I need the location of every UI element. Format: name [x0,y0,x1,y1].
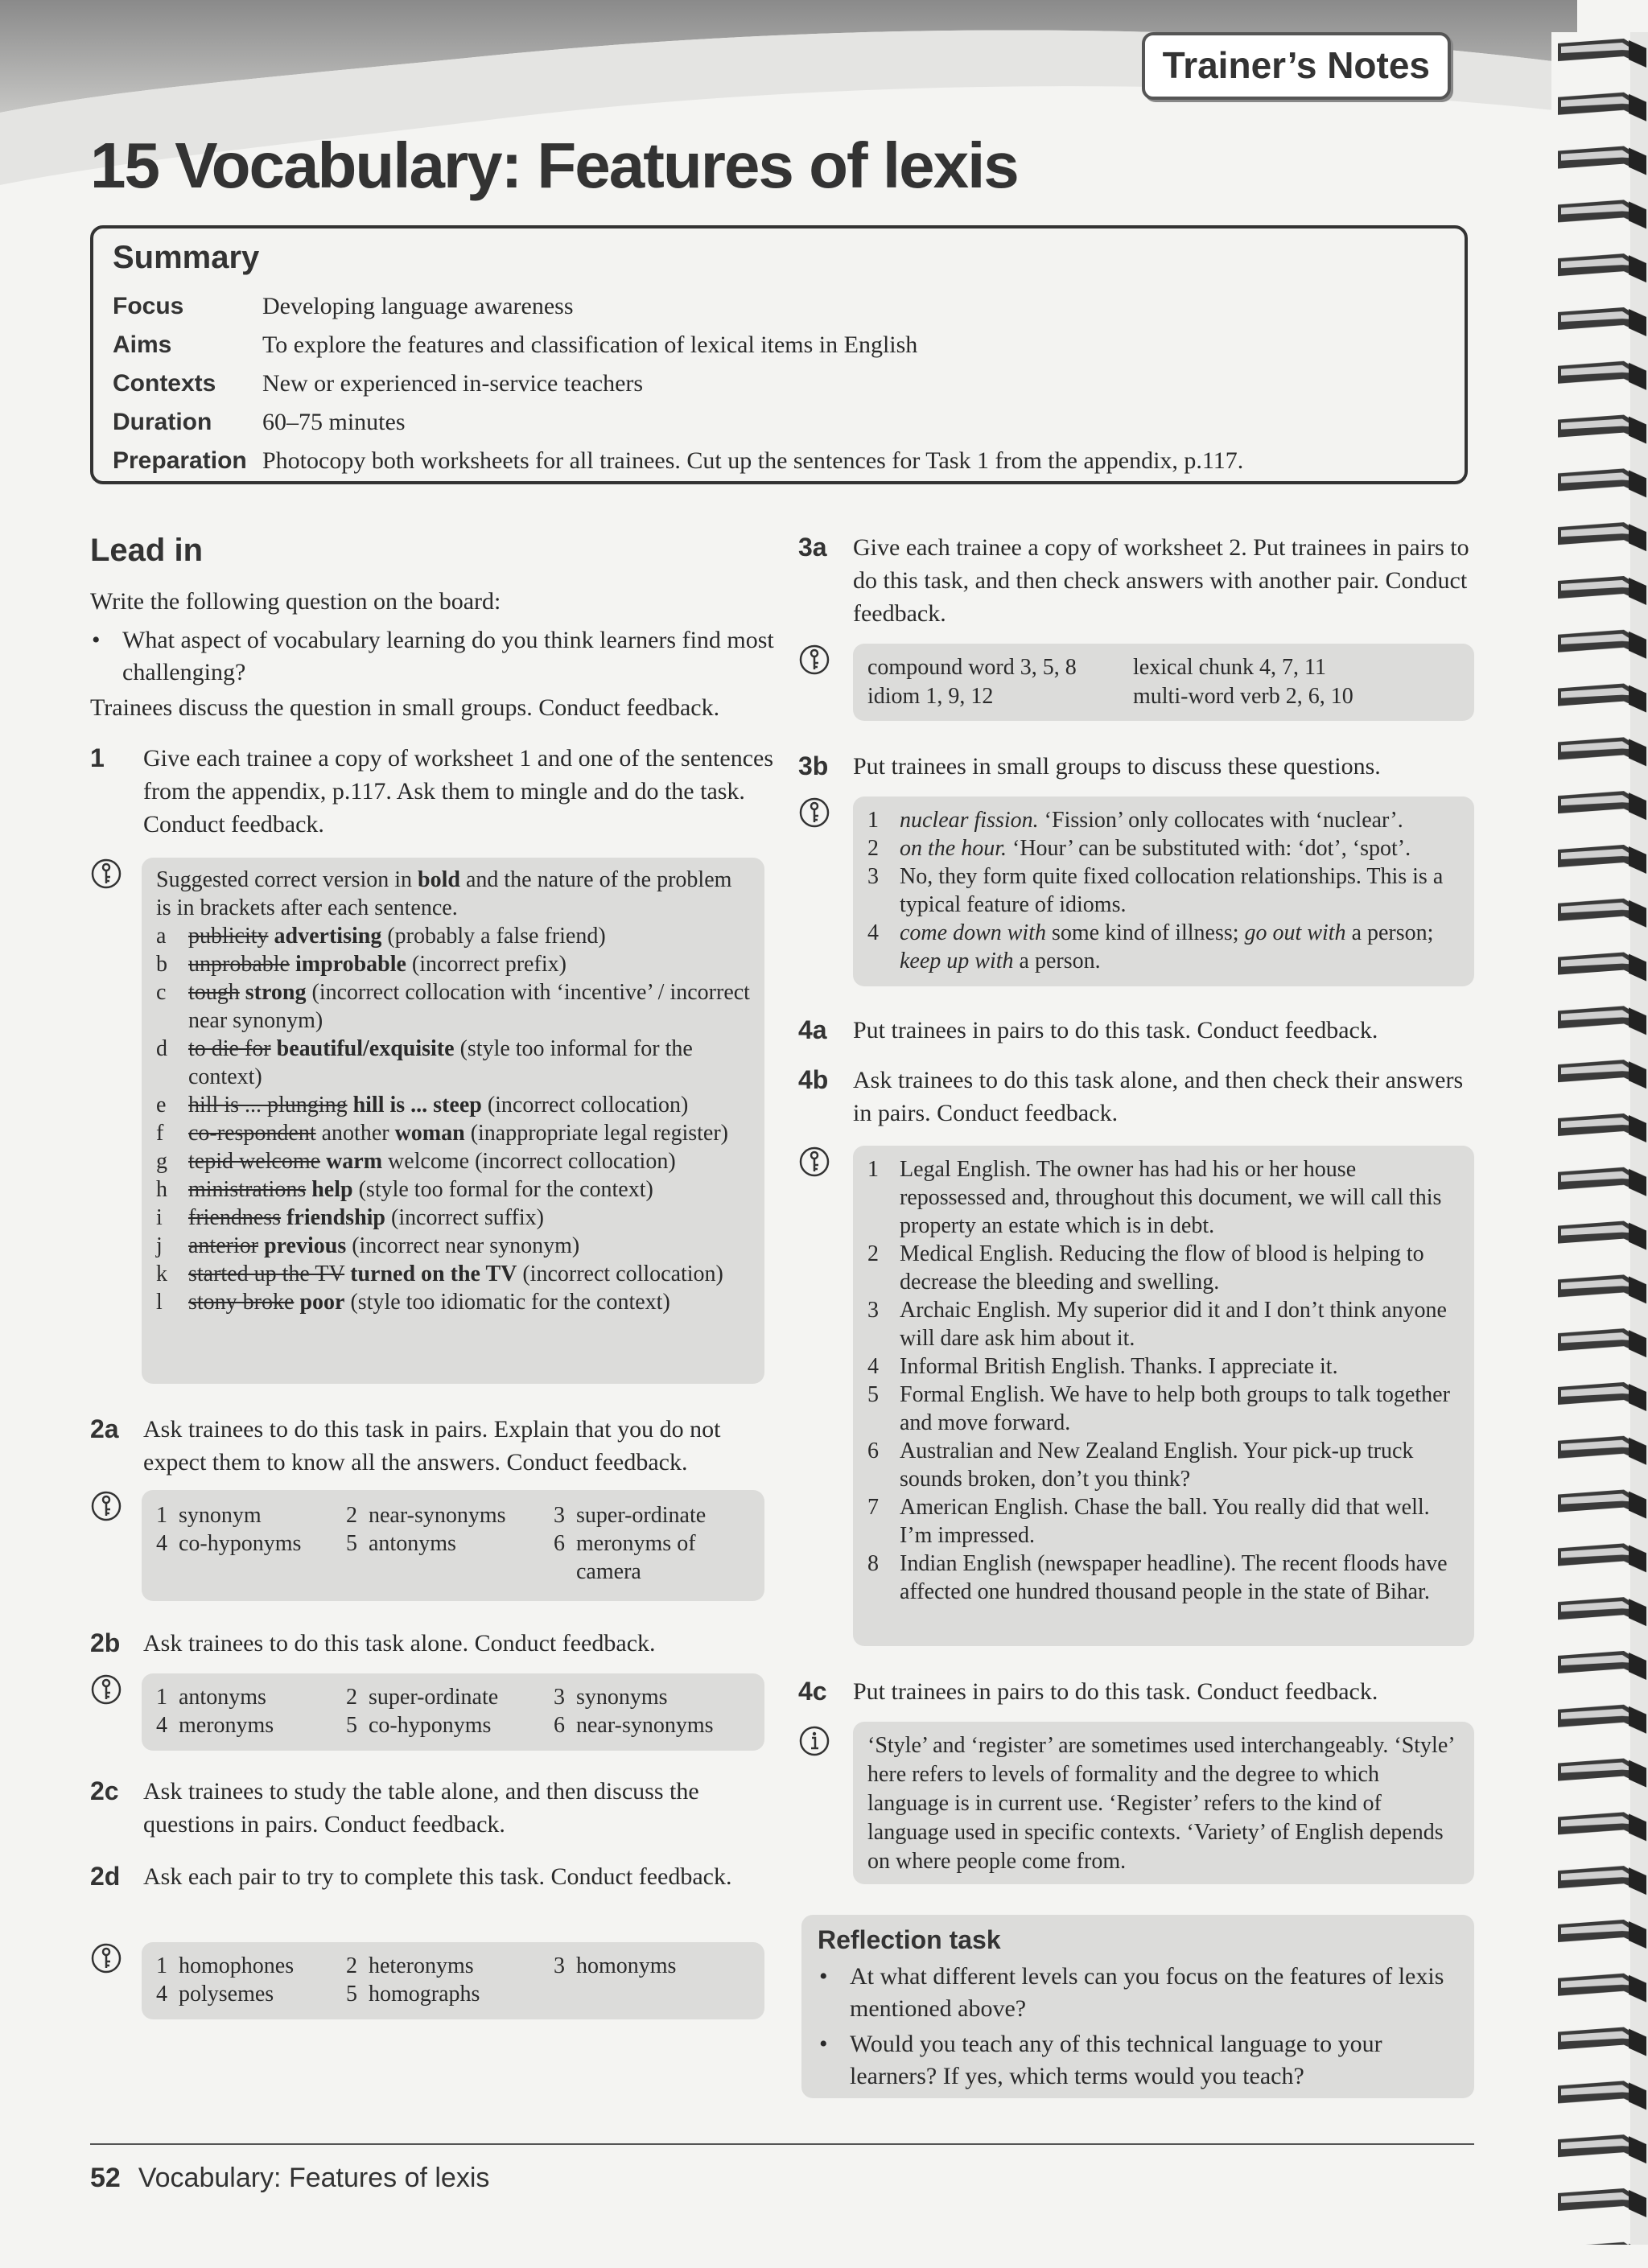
answer-item [346,1952,554,1980]
answer-letter: i [156,1205,163,1230]
answer-item [156,1091,750,1119]
task-2b [90,1627,782,1660]
task-text: Put trainees in pairs to do this task. Conduct feedback. [853,1017,1378,1043]
answer-mid: another [321,1121,389,1146]
answer-item [867,1240,1460,1296]
summary-value: Developing language awareness [262,293,574,319]
answer-item: multi-word verb 2, 6, 10 [1133,684,1353,709]
answer-number: 3 [554,1685,565,1710]
italic-phrase: come down with [900,920,1046,945]
corrected-word: turned on the TV [350,1262,517,1286]
answer-number: 2 [346,1685,357,1710]
answer-key-icon [798,1146,830,1178]
corrected-word: advertising [274,924,382,949]
struck-word: started up the TV [188,1262,345,1286]
answer-text: a person; [1351,920,1434,945]
answer-number: 6 [867,1439,879,1463]
summary-row-duration [113,403,1447,442]
corrected-word: hill is ... steep [352,1093,482,1118]
spiral-binding [1551,32,1648,2245]
answer-text: ‘Hour’ can be substituted with: ‘dot’, ‘spot’. [1012,836,1411,861]
task-number: 1 [90,743,105,772]
task-number: 4b [798,1065,829,1094]
intro-bold: bold [418,867,460,892]
task-2c [90,1775,782,1841]
task-text: Put trainees in small groups to discuss these questions. [853,753,1381,780]
page-footer [90,2163,489,2194]
task-2d [90,1860,782,1893]
answer-letter: c [156,980,167,1005]
summary-label: Preparation [113,447,247,474]
answer-number: 4 [156,1982,167,2007]
answer-mid: welcome [388,1149,470,1174]
answer-text: No, they form quite fixed collocation relationships. This is a typical feature of idioms. [900,864,1444,917]
answer-number: 6 [554,1531,565,1556]
intro-text: Suggested correct version in [156,867,413,892]
task-4c [798,1675,1474,1708]
task-2a [90,1413,782,1479]
answer-letter: e [156,1093,167,1118]
task-text: Ask trainees to do this task alone, and then check their answers in pairs. Conduct feedback. [853,1067,1464,1126]
answer-text: some kind of illness; [1052,920,1239,945]
answer-number: 5 [346,1982,357,2007]
answer-note: (style too informal for the context) [188,1036,693,1089]
corrected-word: strong [245,980,307,1005]
answer-text: synonyms [576,1685,668,1710]
answer-text: heteronyms [369,1953,474,1978]
corrected-word: help [311,1177,353,1202]
answer-number: 1 [867,1157,879,1182]
answer-text: antonyms [179,1685,266,1710]
answer-text: near-synonyms [369,1503,506,1528]
reflection-task-box [801,1915,1474,2098]
italic-phrase: go out with [1244,920,1346,945]
answer-number: 3 [554,1503,565,1528]
answer-text: American English. Chase the ball. You really did that well. I’m impressed. [900,1495,1430,1548]
answer-item [867,1437,1460,1493]
answer-item [156,1711,346,1739]
task-number: 2d [90,1862,121,1891]
answer-item: compound word 3, 5, 8 [867,655,1077,680]
intro-text: and the nature of the problem is in brackets after each sentence. [156,867,732,920]
corrected-word: woman [394,1121,465,1146]
answer-number: 1 [156,1503,167,1528]
answer-text: co-hyponyms [179,1531,302,1556]
task-3b-answers [853,796,1474,986]
answer-item: idiom 1, 9, 12 [867,684,994,709]
answer-item [867,1352,1460,1381]
lead-in-heading: Lead in [90,533,204,568]
answer-note: (style too idiomatic for the context) [350,1290,670,1315]
answer-item [867,1381,1460,1437]
answer-item [156,1232,750,1260]
summary-row-contexts [113,364,1447,403]
task-4c-info: ‘Style’ and ‘register’ are sometimes used interchangeably. ‘Style’ here refers to levels of formality and the degree to which language is in current use. ‘Register’ refers to the kind of language used in specific contexts. ‘Variety’ of English depends on where people come from. [853,1722,1474,1884]
task-text: Put trainees in pairs to do this task. Conduct feedback. [853,1678,1378,1705]
summary-label: Aims [113,331,172,358]
reflection-heading: Reflection task [818,1925,1001,1954]
task-text: Ask trainees to do this task in pairs. Explain that you do not expect them to know all the answers. Conduct feedback. [143,1416,721,1476]
answer-note: (incorrect collocation) [487,1093,689,1118]
answer-letter: h [156,1177,167,1202]
answer-item [554,1501,747,1529]
task-text: Ask each pair to try to complete this task. Conduct feedback. [143,1863,732,1890]
answer-text: a person. [1019,949,1101,973]
answer-intro [156,866,750,922]
answer-note: (incorrect suffix) [391,1205,544,1230]
struck-word: co-respondent [188,1121,316,1146]
summary-label: Duration [113,409,212,435]
answer-text: Informal British English. Thanks. I appreciate it. [900,1354,1338,1379]
answer-note: (inappropriate legal register) [470,1121,728,1146]
task-2a-answers [142,1490,764,1601]
answer-letter: j [156,1233,163,1258]
answer-item [156,1175,750,1204]
answer-letter: f [156,1121,164,1146]
answer-number: 6 [554,1713,565,1738]
answer-letter: k [156,1262,167,1286]
answer-item [346,1529,554,1586]
task-number: 2a [90,1414,119,1443]
answer-letter: l [156,1290,163,1315]
answer-note: (incorrect near synonym) [352,1233,580,1258]
answer-text: Medical English. Reducing the flow of blood is helping to decrease the bleeding and swelling. [900,1241,1424,1295]
summary-heading: Summary [113,240,260,275]
answer-number: 2 [346,1953,357,1978]
corrected-word: warm [326,1149,383,1174]
answer-note: (incorrect prefix) [411,952,566,977]
struck-word: tepid welcome [188,1149,321,1174]
answer-item [156,950,750,978]
footer-rule [90,2143,1474,2145]
answer-text: homophones [179,1953,295,1978]
task-3a-answers [853,644,1474,721]
answer-text: Australian and New Zealand English. Your pick-up truck sounds broken, don’t you think? [900,1439,1414,1492]
italic-phrase: nuclear fission. [900,808,1039,833]
task-number: 4a [798,1015,827,1044]
answer-item [554,1711,747,1739]
answer-item [156,1119,750,1147]
italic-phrase: on the hour. [900,836,1007,861]
page-title: 15 Vocabulary: Features of lexis [90,130,1018,201]
trainers-notes-badge: Trainer’s Notes [1142,32,1451,100]
lead-in-outro: Trainees discuss the question in small groups. Conduct feedback. [90,694,720,721]
answer-number: 2 [867,836,879,861]
answer-text: super-ordinate [576,1503,707,1528]
task-text: Give each trainee a copy of worksheet 1 and one of the sentences from the appendix, p.117. Ask them to mingle and do the task. Conduct feedback. [143,745,774,838]
corrected-word: poor [299,1290,345,1315]
answer-letter: a [156,924,167,949]
summary-label: Contexts [113,370,216,397]
answer-text: synonym [179,1503,262,1528]
answer-text: near-synonyms [576,1713,714,1738]
reflection-item: • At what different levels can you focus on the features of lexis mentioned above? [818,1961,1458,2025]
italic-phrase: keep up with [900,949,1014,973]
answer-number: 8 [867,1551,879,1576]
answer-item [156,1260,750,1288]
struck-word: anterior [188,1233,259,1258]
task-2d-answers [142,1942,764,2019]
corrected-word: improbable [295,952,406,977]
answer-number: 5 [346,1531,357,1556]
answer-text: ‘Fission’ only collocates with ‘nuclear’. [1044,808,1403,833]
answer-key-icon [798,796,830,829]
answer-item [156,1529,346,1586]
answer-number: 5 [867,1382,879,1407]
answer-text: homonyms [576,1953,677,1978]
answer-number: 3 [867,864,879,889]
answer-item [867,806,1460,834]
task-number: 2c [90,1776,119,1805]
footer-title: Vocabulary: Features of lexis [138,2163,490,2193]
task-4a [798,1014,1474,1047]
answer-item [156,1952,346,1980]
answer-item [346,1980,554,2008]
answer-item [867,1550,1460,1606]
summary-row-preparation [113,442,1447,480]
summary-box [90,225,1468,484]
answer-number: 4 [867,1354,879,1379]
corrected-word: friendship [286,1205,386,1230]
answer-text: Legal English. The owner has had his or her house repossessed and, throughout this document, we will call this property an estate which is in debt. [900,1157,1442,1238]
info-icon [798,1725,830,1757]
answer-key-icon [798,644,830,676]
answer-key-icon [90,858,122,890]
reflection-item: • Would you teach any of this technical language to your learners? If yes, which terms would you teach? [818,2028,1458,2093]
answer-item [156,1147,750,1175]
task-3b [798,750,1474,783]
answer-item [156,1035,750,1091]
lead-in-bullet: • What aspect of vocabulary learning do you think learners find most challenging? [90,624,782,689]
task-4b [798,1064,1474,1130]
answer-item: lexical chunk 4, 7, 11 [1133,655,1327,680]
answer-number: 3 [867,1298,879,1323]
answer-item [867,1155,1460,1240]
task-number: 4c [798,1677,827,1706]
answer-number: 4 [867,920,879,945]
answer-item [867,919,1460,975]
answer-note: (incorrect collocation) [475,1149,676,1174]
answer-number: 2 [867,1241,879,1266]
summary-row-aims [113,326,1447,364]
lead-in-intro: Write the following question on the board: [90,588,501,615]
summary-value: New or experienced in-service teachers [262,370,644,397]
answer-text: Formal English. We have to help both groups to talk together and move forward. [900,1382,1450,1435]
answer-letter: d [156,1036,167,1061]
task-number: 3b [798,751,829,780]
answer-item [554,1952,747,1980]
summary-value: To explore the features and classification of lexical items in English [262,331,918,358]
answer-item [867,1296,1460,1352]
answer-note: (incorrect collocation with ‘incentive’ / incorrect near synonym) [188,980,750,1033]
task-1 [90,742,782,841]
struck-word: unprobable [188,952,290,977]
answer-letter: g [156,1149,167,1174]
answer-key-icon [90,1673,122,1706]
summary-value: Photocopy both worksheets for all trainees. Cut up the sentences for Task 1 from the appendix, p.117. [262,447,1244,474]
answer-number: 5 [346,1713,357,1738]
answer-item [156,1501,346,1529]
answer-text: co-hyponyms [369,1713,492,1738]
answer-note: (incorrect collocation) [522,1262,723,1286]
answer-item [156,1683,346,1711]
answer-text: meronyms of camera [576,1531,696,1584]
struck-word: stony broke [188,1290,295,1315]
struck-word: tough [188,980,240,1005]
answer-text: super-ordinate [369,1685,499,1710]
answer-key-icon [90,1490,122,1522]
answer-item [867,1493,1460,1550]
answer-number: 4 [156,1713,167,1738]
task-2b-answers [142,1673,764,1751]
answer-item [346,1683,554,1711]
answer-item [346,1501,554,1529]
answer-number: 4 [156,1531,167,1556]
struck-word: hill is ... plunging [188,1093,348,1118]
answer-text: homographs [369,1982,480,2007]
answer-item [867,834,1460,862]
answer-note: (probably a false friend) [387,924,606,949]
task-text: Ask trainees to study the table alone, and then discuss the questions in pairs. Conduct feedback. [143,1778,699,1838]
answer-item [156,1980,346,2008]
answer-item [156,1288,750,1316]
answer-text: Archaic English. My superior did it and I don’t think anyone will dare ask him about it. [900,1298,1447,1351]
task-text: Ask trainees to do this task alone. Conduct feedback. [143,1630,656,1657]
answer-number: 1 [156,1953,167,1978]
answer-number: 7 [867,1495,879,1520]
task-1-answers [142,858,764,1384]
answer-item [156,978,750,1035]
answer-note: (style too formal for the context) [358,1177,653,1202]
task-3a [798,531,1474,630]
answer-item [346,1711,554,1739]
struck-word: to die for [188,1036,271,1061]
answer-text: Indian English (newspaper headline). The recent floods have affected one hundred thousand people in the state of Bihar. [900,1551,1448,1604]
answer-text: antonyms [369,1531,456,1556]
answer-key-icon [90,1942,122,1974]
answer-text: polysemes [179,1982,274,2007]
struck-word: ministrations [188,1177,307,1202]
task-number: 3a [798,533,827,562]
answer-item [156,922,750,950]
page-number: 52 [90,2163,121,2193]
summary-row-focus [113,287,1447,326]
summary-label: Focus [113,293,184,319]
answer-number: 3 [554,1953,565,1978]
answer-text: meronyms [179,1713,274,1738]
answer-letter: b [156,952,167,977]
answer-item [867,862,1460,919]
answer-number: 1 [867,808,879,833]
struck-word: friendness [188,1205,282,1230]
task-text: Give each trainee a copy of worksheet 2. Put trainees in pairs to do this task, and then check answers with another pair. Conduct feedback. [853,534,1469,627]
answer-number: 1 [156,1685,167,1710]
task-4b-answers [853,1146,1474,1646]
answer-item [156,1204,750,1232]
task-number: 2b [90,1628,121,1657]
answer-item [554,1529,747,1586]
answer-number: 2 [346,1503,357,1528]
summary-value: 60–75 minutes [262,409,406,435]
struck-word: publicity [188,924,269,949]
corrected-word: previous [264,1233,347,1258]
corrected-word: beautiful/exquisite [276,1036,455,1061]
answer-item [554,1683,747,1711]
